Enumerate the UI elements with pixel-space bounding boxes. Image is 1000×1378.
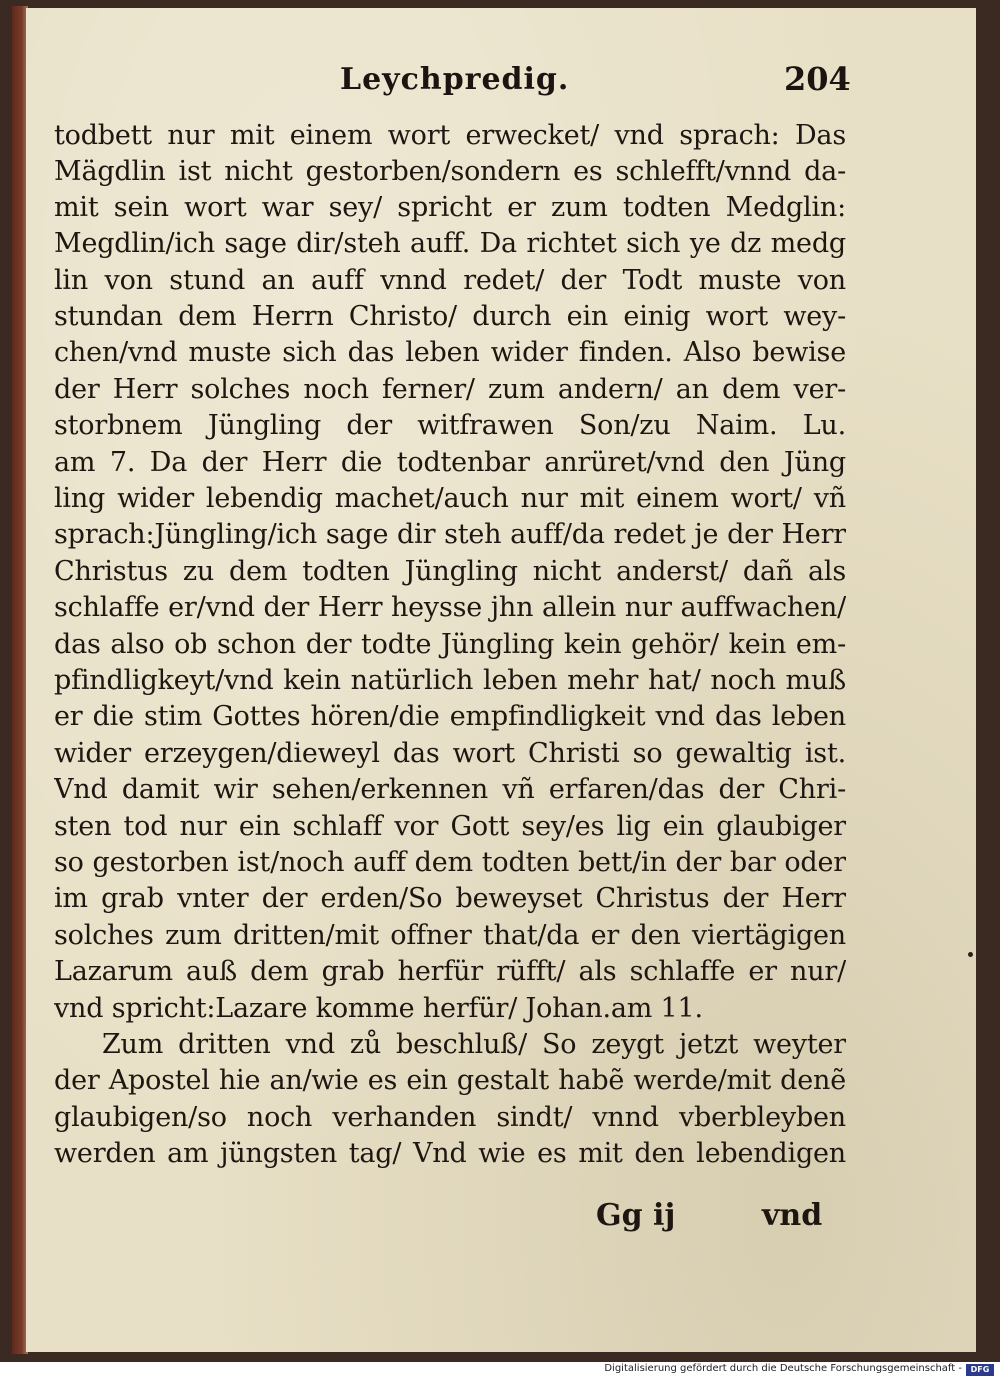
text-line: chen/vnd muste sich das leben wider finden. Also bewise xyxy=(54,337,846,368)
text-line: glaubigen/so noch verhanden sindt/ vnnd vberbleyben xyxy=(54,1102,846,1133)
text-line: Megdlin/ich sage dir/steh auff. Da richtet sich ye dz medg xyxy=(54,228,846,259)
text-line: lin von stund an auff vnnd redet/ der Todt muste von xyxy=(54,265,846,296)
page-number: 204 xyxy=(784,60,851,98)
dfg-logo: DFG xyxy=(966,1364,994,1376)
text-line: stundan dem Herrn Christo/ durch ein einig wort wey- xyxy=(54,301,846,332)
text-line: so gestorben ist/noch auff dem todten bett/in der bar oder xyxy=(54,847,846,878)
text-line: Mägdlin ist nicht gestorben/sondern es schlefft/vnnd da- xyxy=(54,156,846,187)
text-line: sprach:Jüngling/ich sage dir steh auff/da redet je der Herr xyxy=(54,519,846,550)
running-title: Leychpredig. xyxy=(340,62,570,97)
text-line: vnd spricht:Lazare komme herfür/ Johan.am 11. xyxy=(54,993,703,1024)
catchline xyxy=(566,1198,826,1238)
text-line: todbett nur mit einem wort erwecket/ vnd sprach: Das xyxy=(54,120,846,151)
text-line: pfindligkeyt/vnd kein natürlich leben mehr hat/ noch muß xyxy=(54,665,846,696)
page-header xyxy=(26,58,976,98)
text-line: Lazarum auß dem grab herfür rüfft/ als schlaffe er nur/ xyxy=(54,956,846,987)
catchword: vnd xyxy=(762,1198,823,1233)
text-line: er die stim Gottes hören/die empfindligkeit vnd das leben xyxy=(54,701,846,732)
text-line: sten tod nur ein schlaff vor Gott sey/es lig ein glaubiger xyxy=(54,811,846,842)
text-line: am 7. Da der Herr die todtenbar anrüret/vnd den Jüng xyxy=(54,447,846,478)
text-line: schlaffe er/vnd der Herr heysse jhn allein nur auffwachen/ xyxy=(54,592,846,623)
text-line: das also ob schon der todte Jüngling kein gehör/ kein em- xyxy=(54,629,846,660)
text-line: ling wider lebendig machet/auch nur mit einem wort/ vñ xyxy=(54,483,846,514)
text-line: Zum dritten vnd zů beschluß/ So zeygt jetzt weyter xyxy=(102,1029,846,1060)
text-line: der Herr solches noch ferner/ zum andern/ an dem ver- xyxy=(54,374,846,405)
text-line: solches zum dritten/mit offner that/da er den viertägigen xyxy=(54,920,846,951)
signature-mark: Gg ij xyxy=(596,1198,676,1233)
funding-credit: Digitalisierung gefördert durch die Deutsche Forschungsgemeinschaft - xyxy=(604,1363,962,1374)
text-line: Vnd damit wir sehen/erkennen vñ erfaren/das der Chri- xyxy=(54,774,846,805)
text-line: storbnem Jüngling der witfrawen Son/zu Naim. Lu. xyxy=(54,410,846,441)
text-line: im grab vnter der erden/So beweyset Christus der Herr xyxy=(54,883,846,914)
text-line: werden am jüngsten tag/ Vnd wie es mit den lebendigen xyxy=(54,1138,846,1169)
text-line: Christus zu dem todten Jüngling nicht anderst/ dañ als xyxy=(54,556,846,587)
text-line: mit sein wort war sey/ spricht er zum todten Medglin: xyxy=(54,192,846,223)
ink-spot xyxy=(968,952,973,957)
text-line: der Apostel hie an/wie es ein gestalt habẽ werde/mit denẽ xyxy=(54,1065,846,1096)
digitization-footer xyxy=(0,1362,1000,1378)
text-line: wider erzeygen/dieweyl das wort Christi so gewaltig ist. xyxy=(54,738,846,769)
